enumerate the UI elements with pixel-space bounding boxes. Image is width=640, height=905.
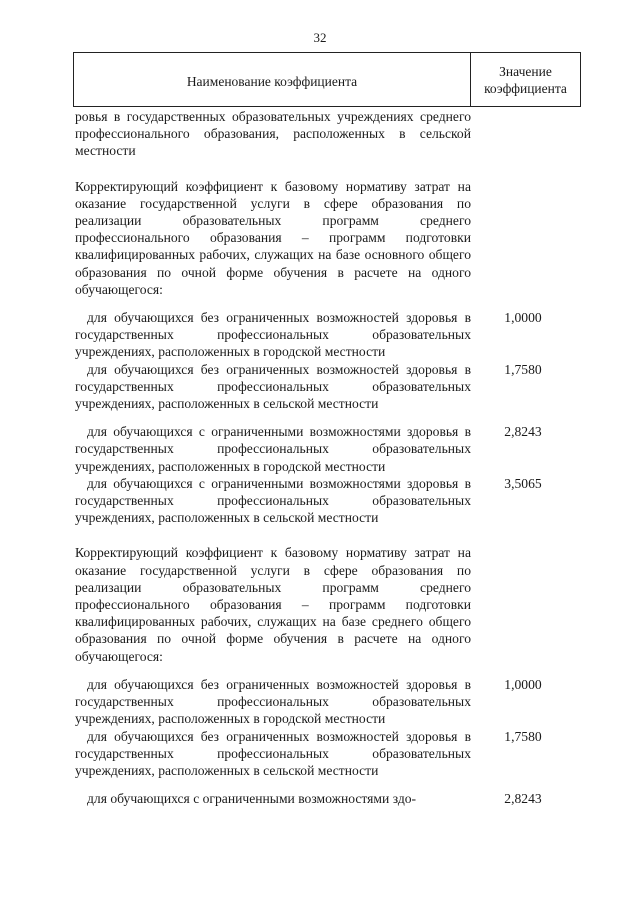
section-heading-text: Корректирующий коэффициент к базовому нормативу затрат на оказание государственной услуги в сфере образования по реализации образовательных программ среднего профессионального образования – программ подготовки квалифицированных рабочих, служащих на базе основного общего образования по очной форме обучения в расчете на одного обучающегося: [75,178,471,297]
table-row [75,676,575,728]
table-row [75,790,575,807]
column-header-value-line2: коэффициента [484,80,567,96]
row-text: для обучающихся без ограниченных возможностей здоровья в государственных профессиональных образовательных учреждениях, расположенных в городской местности [75,676,471,727]
row-value: 1,7580 [504,728,542,744]
row-value: 3,5065 [504,475,542,491]
table-row [75,108,575,160]
column-header-value-line1: Значение [499,63,552,79]
row-value: 2,8243 [504,424,542,440]
column-header-value [471,53,580,106]
section-heading [75,178,575,298]
row-text: для обучающихся без ограниченных возможностей здоровья в государственных профессиональных образовательных учреждениях, расположенных в сельской местности [75,361,471,412]
row-text: для обучающихся без ограниченных возможностей здоровья в государственных профессиональных образовательных учреждениях, расположенных в городской местности [75,310,471,360]
row-text: для обучающихся без ограниченных возможностей здоровья в государственных профессиональных образовательных учреждениях, расположенных в сельской местности [75,728,471,778]
section-heading [75,544,575,664]
row-value: 1,0000 [504,310,542,326]
row-value: 1,7580 [504,361,542,377]
table-row [75,423,575,475]
table-body [75,108,575,807]
table-row [75,728,575,780]
row-value: 1,0000 [504,676,542,692]
row-text: для обучающихся с ограниченными возможностями здоровья в государственных профессиональных образовательных учреждениях, расположенных в городской местности [75,424,471,474]
table-row [75,361,575,413]
row-value: 2,8243 [504,791,542,807]
page-number: 32 [313,30,327,45]
continued-text: ровья в государственных образовательных учреждениях среднего профессионального образования, расположенных в сельской местности [75,109,471,159]
table-header [73,52,581,107]
row-text: для обучающихся с ограниченными возможностями здо- [87,791,417,807]
column-header-name: Наименование коэффициента [74,53,471,106]
section-heading-text: Корректирующий коэффициент к базовому нормативу затрат на оказание государственной услуги в сфере образования по реализации образовательных программ среднего профессионального образования – программ подготовки квалифицированных рабочих, служащих на базе среднего общего образования по очной форме обучения в расчете на одного обучающегося: [75,545,471,664]
table-row [75,309,575,361]
table-row [75,475,575,527]
row-text: для обучающихся с ограниченными возможностями здоровья в государственных профессиональных образовательных учреждениях, расположенных в сельской местности [75,475,471,526]
